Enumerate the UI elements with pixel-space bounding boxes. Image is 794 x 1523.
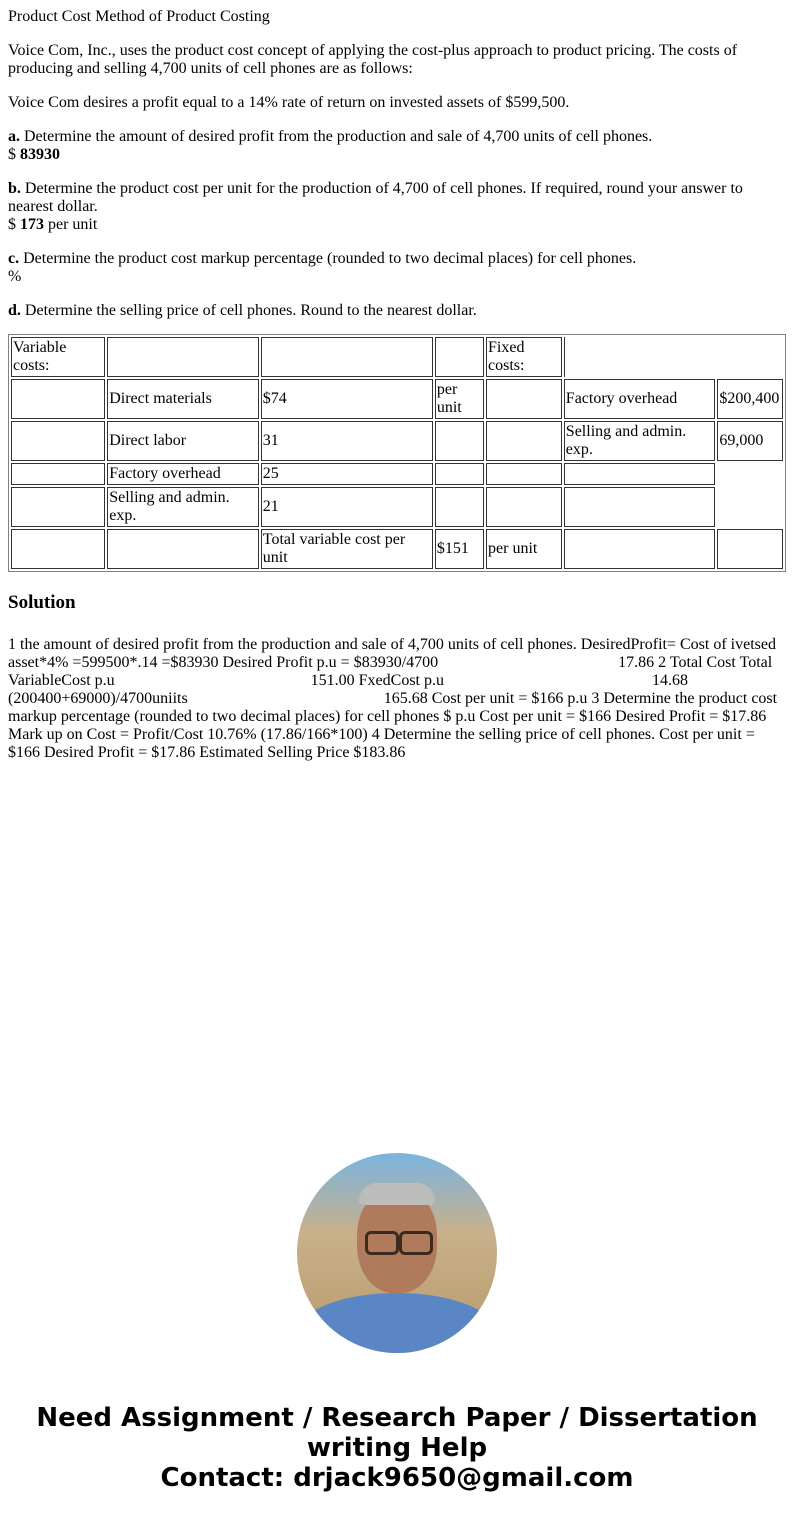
table-row (11, 529, 783, 569)
table-row (11, 379, 783, 419)
question-c (8, 250, 786, 286)
text: Determine the amount of desired profit from the production and sale of 4,700 units of cell phones. (20, 128, 653, 145)
contact-email: Contact: drjack9650@gmail.com (160, 1463, 634, 1493)
answer-b: 173 (20, 216, 44, 233)
answer-a: 83930 (20, 146, 60, 163)
label: a. (8, 128, 20, 145)
cell: Fixed costs: (486, 337, 562, 377)
text: Determine the product cost markup percentage (rounded to two decimal places) for cell phones. (19, 250, 637, 267)
cell: 21 (261, 487, 433, 527)
cell (107, 337, 259, 377)
author-avatar (297, 1153, 497, 1353)
solution-text: 1 the amount of desired profit from the production and sale of 4,700 units of cell phones. DesiredProfit= Cost of ivetsed asset*4% =599500*.14 =$83930 Desired Profit p.u = $83930/4700 17.86 2 Total Cost Total VariableCost p.u 151.00 FxedCost p.u 14.68 (200400+69000)/4700uniits 165.68 Cost per unit = $166 p.u 3 Determine the product cost markup percentage (rounded to two decimal places) for cell phones $ p.u Cost per unit = $166 Desired Profit = $17.86 Mark up on Cost = Profit/Cost 10.76% (17.86/166*100) 4 Determine the selling price of cell phones. Cost per unit = $166 Desired Profit = $17.86 Estimated Selling Price $183.86 (8, 636, 782, 761)
cell (107, 529, 259, 569)
table-row (11, 421, 783, 461)
solution-heading: Solution (8, 592, 76, 613)
intro: Voice Com, Inc., uses the product cost concept of applying the cost-plus approach to product pricing. The costs of producing and selling 4,700 units of cell phones are as follows: (8, 42, 738, 77)
cell: Selling and admin. exp. (107, 487, 259, 527)
cell (11, 487, 105, 527)
cell (486, 379, 562, 419)
table-row (11, 337, 783, 377)
table-row (11, 487, 783, 527)
cell: $74 (261, 379, 433, 419)
cell (486, 463, 562, 485)
cell (261, 337, 433, 377)
cell: Variable costs: (11, 337, 105, 377)
cell (564, 337, 783, 377)
question-d (8, 302, 786, 320)
prefix: $ (8, 216, 20, 233)
text: Determine the selling price of cell phones. Round to the nearest dollar. (20, 302, 477, 319)
label: d. (8, 302, 21, 319)
cell: Factory overhead (107, 463, 259, 485)
cell: Direct labor (107, 421, 259, 461)
cell: Selling and admin. exp. (564, 421, 716, 461)
text: Determine the product cost per unit for the production of 4,700 of cell phones. If required, round your answer to nearest dollar. (8, 180, 743, 215)
cell (717, 529, 783, 569)
cell: $151 (435, 529, 484, 569)
cell: per unit (435, 379, 484, 419)
cell: per unit (486, 529, 562, 569)
banner-line: Need Assignment / Research Paper / Dissertation (36, 1403, 758, 1433)
cell (564, 487, 716, 527)
question-a (8, 128, 786, 164)
banner-line: writing Help (306, 1433, 488, 1463)
prefix: $ (8, 146, 20, 163)
cell (435, 463, 484, 485)
cell (486, 421, 562, 461)
question-b (8, 180, 786, 234)
title: Product Cost Method of Product Costing (8, 8, 270, 25)
cell (11, 379, 105, 419)
table-row (11, 463, 783, 485)
cell (11, 421, 105, 461)
cell: Total variable cost per unit (261, 529, 433, 569)
cell (564, 529, 716, 569)
label: b. (8, 180, 21, 197)
cell (435, 337, 484, 377)
cell (435, 421, 484, 461)
cell: 69,000 (717, 421, 783, 461)
cell: 31 (261, 421, 433, 461)
cell (486, 487, 562, 527)
help-banner (0, 1403, 794, 1493)
cell (435, 487, 484, 527)
suffix: per unit (44, 216, 98, 233)
cell (11, 529, 105, 569)
profit-note: Voice Com desires a profit equal to a 14% rate of return on invested assets of $599,500. (8, 94, 570, 111)
cell: Factory overhead (564, 379, 716, 419)
cell (564, 463, 716, 485)
suffix: % (8, 268, 22, 285)
cost-table (8, 334, 786, 572)
cell: 25 (261, 463, 433, 485)
cell (11, 463, 105, 485)
cell: $200,400 (717, 379, 783, 419)
label: c. (8, 250, 20, 267)
cell: Direct materials (107, 379, 259, 419)
